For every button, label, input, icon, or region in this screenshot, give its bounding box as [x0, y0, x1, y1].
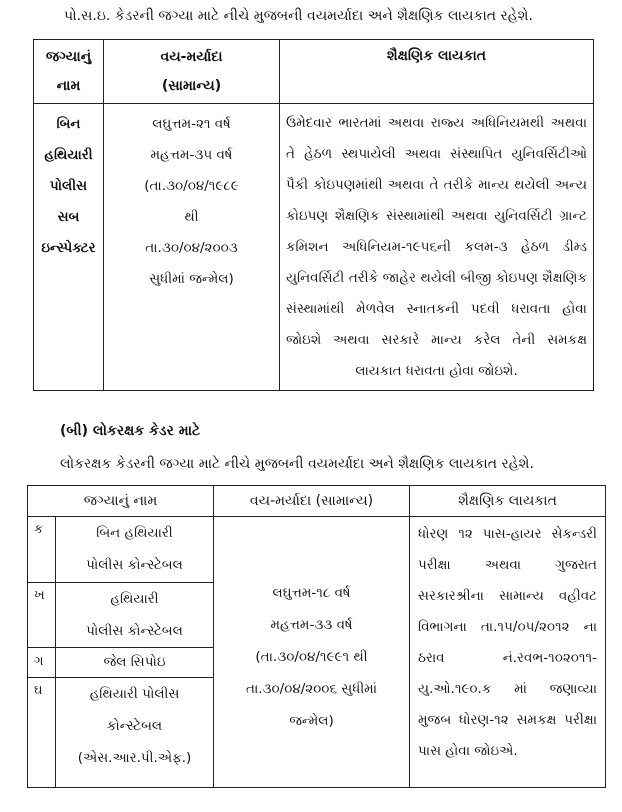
t1-header-post-line2: નામ	[56, 77, 81, 94]
section-b-heading: (બી) લોકરક્ષક કેડર માટે	[60, 423, 201, 439]
t2-post-line: જેલ સિપોઇ	[103, 654, 166, 670]
t2-post-line: કોન્સ્ટેબલ	[106, 718, 163, 734]
t1-post-cell	[34, 104, 104, 391]
t1-post-line: ઇન્સ્પેક્ટર	[41, 240, 96, 256]
t2-row-post	[56, 583, 214, 648]
t2-header-age: વય-મર્યાદા (સામાન્ય)	[214, 486, 410, 517]
t1-post-line: બિન	[56, 116, 81, 132]
t2-header-post: જગ્યાનું નામ	[28, 486, 214, 517]
lrd-table	[27, 485, 606, 788]
t2-row-index: ઘ	[28, 678, 56, 788]
t1-age-cell	[104, 104, 280, 391]
t1-age-line: મહત્તમ-૩૫ વર્ષ	[150, 147, 233, 163]
t1-age-line: થી	[184, 209, 199, 225]
t2-row-post	[56, 678, 214, 788]
t2-age-cell	[214, 517, 410, 788]
psi-table	[33, 39, 594, 391]
t1-age-line: (તા.૩૦/૦૪/૧૯૮૯	[144, 178, 239, 194]
t1-header-qualification: શૈક્ષણિક લાયકાત	[280, 40, 594, 104]
t2-post-line: પોલીસ કોન્સ્ટેબલ	[86, 623, 183, 639]
t2-row-index: ક	[28, 517, 56, 583]
intro-psi: પો.સ.ઇ. કેડરની જગ્યા માટે નીચે મુજબની વયમર્યાદા અને શૈક્ષણિક લાયકાત રહેશે.	[64, 8, 533, 24]
t2-row-post	[56, 648, 214, 678]
t2-age-line: જન્મેલ)	[289, 713, 334, 729]
t2-qualification-cell: ધોરણ ૧૨ પાસ-હાયર સેકન્ડરી પરીક્ષા અથવા ગુજરાત સરકારશ્રીના સામાન્ય વહીવટ વિભાગના તા.૧૫/૦૫/૨૦૧૨ ના ઠરાવ નં.રવભ-૧૦૨૦૧૧-યુ.ઓ.૧૯૦.ક માં જણાવ્યા મુજબ ધોરણ-૧૨ સમકક્ષ પરીક્ષા પાસ હોવા જોઇએ.	[410, 517, 606, 788]
t2-header-qualification: શૈક્ષણિક લાયકાત	[410, 486, 606, 517]
t2-row-post	[56, 517, 214, 583]
t1-header-age	[104, 40, 280, 104]
t1-post-line: સબ	[57, 209, 80, 225]
t2-post-line: બિન હથિયારી	[96, 525, 173, 541]
t2-age-line: તા.૩૦/૦૪/૨૦૦૬ સુધીમાં	[246, 681, 378, 697]
intro-lrd: લોકરક્ષક કેડરની જગ્યા માટે નીચે મુજબની વયમર્યાદા અને શૈક્ષણિક લાયકાત રહેશે.	[60, 456, 534, 472]
t2-post-line: (એસ.આર.પી.એફ.)	[77, 750, 192, 766]
t1-age-line: સુધીમાં જન્મેલ)	[149, 271, 234, 287]
t1-header-age-line1: વય-મર્યાદા	[160, 48, 223, 65]
t2-row-index: ખ	[28, 583, 56, 648]
t2-post-line: હથિયારી પોલીસ	[89, 686, 180, 702]
t1-header-post	[34, 40, 104, 104]
t1-qualification-cell: ઉમેદવાર ભારતમાં અથવા રાજ્ય અધિનિયમથી અથવા તે હેઠળ સ્થપાયેલી અથવા સંસ્થાપિત યુનિવર્સિટીઓ પૈકી કોઇપણમાંથી અથવા તે તરીકે માન્ય થયેલી અન્ય કોઇપણ શૈક્ષણિક સંસ્થામાંથી અથવા યુનિવર્સિટી ગ્રાન્ટ કમિશન અધિનિયમ-૧૯૫૬ની કલમ-૩ હેઠળ ડીમ્ડ યુનિવર્સિટી તરીકે જાહેર થયેલી બીજી કોઇપણ શૈક્ષણિક સંસ્થામાંથી મેળવેલ સ્નાતકની પદવી ધરાવતા હોવા જોઇશે અથવા સરકારે માન્ય કરેલ તેની સમકક્ષ લાયકાત ધરાવતા હોવા જોઇશે.	[280, 104, 594, 391]
t2-post-line: પોલીસ કોન્સ્ટેબલ	[86, 557, 183, 573]
t1-age-line: લઘુત્તમ-૨૧ વર્ષ	[152, 116, 231, 132]
t2-row-index: ગ	[28, 648, 56, 678]
t1-post-line: પોલીસ	[49, 178, 88, 194]
t2-age-line: લઘુત્તમ-૧૮ વર્ષ	[272, 585, 351, 601]
t2-age-line: મહત્તમ-૩૩ વર્ષ	[270, 617, 353, 633]
t2-age-line: (તા.૩૦/૦૪/૧૯૯૧ થી	[255, 649, 368, 665]
t1-header-post-line1: જગ્યાનું	[45, 48, 92, 65]
t1-age-line: તા.૩૦/૦૪/૨૦૦૩	[145, 240, 238, 256]
t1-post-line: હથિયારી	[44, 147, 93, 163]
t2-post-line: હથિયારી	[110, 591, 159, 607]
t1-header-age-line2: (સામાન્ય)	[161, 77, 222, 94]
